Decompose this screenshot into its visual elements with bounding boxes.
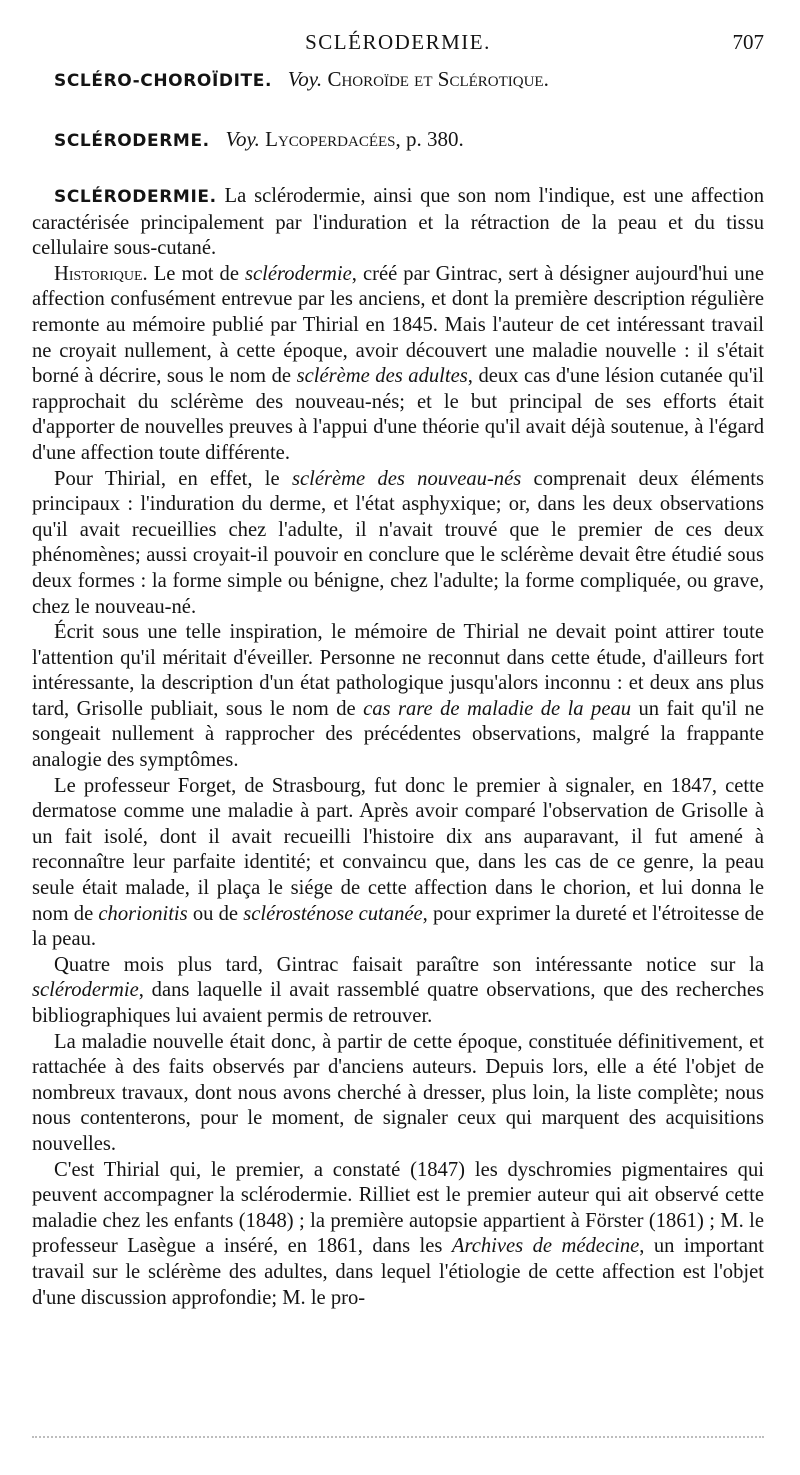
paragraph-forget	[32, 774, 764, 953]
paragraph-text: Le mot de	[147, 262, 246, 285]
paragraph-text: Quatre mois plus tard, Gintrac faisait paraître son intéressante notice sur la	[54, 953, 764, 976]
paragraph-text: Pour Thirial, en effet, le	[54, 467, 292, 490]
italic-term: sclérème des nouveau-nés	[291, 467, 522, 490]
paragraph-text: un fait qu'il ne songeait nullement à rapprocher des précédentes observations, malgré la frappante analogie des symptômes.	[32, 697, 764, 772]
italic-term: chorionitis	[98, 902, 188, 925]
paragraph-text: C'est Thirial qui, le premier, a constaté (1847) les dyschromies pigmentaires qui peuvent accompagner la sclérodermie. Rilliet est le premier auteur qui ait observé cette maladie chez les enfants (1848) ; la première autopsie appartient à Förster (1861) ; M. le professeur Lasègue a inséré, en 1861, dans les	[32, 1158, 764, 1258]
italic-term: sclérème des adultes	[296, 365, 468, 388]
paragraph-text: comprenait deux éléments principaux : l'induration du derme, et l'état asphyxique; or, dans les deux observations qu'il avait recueillies chez l'adulte, il n'avait trouvé que le premier de ces deux phénomènes; aussi croyait-il pouvoir en conclure que le sclérème devait être étudié sous deux formes : la forme simple ou bénigne, chez l'adulte; la forme compliquée, ou grave, chez le nouveau-né.	[32, 467, 764, 618]
italic-term: cas rare de maladie de la peau	[363, 697, 632, 720]
paragraph-text: , dans laquelle il avait rassemblé quatre observations, que des recherches bibliographiques lui avaient permis de retrouver.	[32, 979, 764, 1027]
section-label-historique: Historique.	[54, 262, 148, 285]
paragraph-text: La sclérodermie, ainsi que son nom l'indique, est une affection caractérisée principalement par l'induration et la rétraction de la peau et du tissu cellulaire sous-cutané.	[32, 185, 764, 260]
entry-sclero-choroidite	[54, 64, 764, 96]
paragraph-text: , deux cas d'une lésion cutanée qu'il rapprochait du sclérème des nouveau-nés; et le but principal de ses efforts était d'apporter de nouvelles preuves à l'appui d'une théorie qu'il avait déjà soutenue, à l'égard d'une affection toute différente.	[32, 365, 764, 464]
paragraph-text: ou de	[187, 902, 244, 925]
cross-reference: Choroïde et Sclérotique.	[327, 67, 549, 91]
paragraph-maladie-nouvelle: La maladie nouvelle était donc, à partir de cette époque, constituée définitivement, et rattachée à des faits observés par d'anciens auteurs. Depuis lors, elle a été l'objet de nombreux travaux, dont nous avons cherché à dresser, plus loin, la liste complète; nous nous contenterons, pour le moment, de signaler ceux qui marquent des acquisitions nouvelles.	[32, 1030, 764, 1155]
cross-reference: Lycoperdacées,	[265, 127, 401, 151]
italic-term: sclérodermie	[32, 979, 139, 1002]
italic-term: Archives de médecine	[451, 1235, 640, 1258]
headword-sclerodermie: SCLÉRODERMIE.	[54, 187, 217, 207]
paragraph-historique	[32, 262, 764, 467]
scan-artifact-line	[32, 1436, 764, 1444]
page-number: 707	[732, 30, 764, 54]
paragraph-text: Écrit sous une telle inspiration, le mémoire de Thirial ne devait point attirer toute l'attention qu'il méritait d'éveiller. Personne ne reconnut dans cette étude, d'ailleurs fort intéressante, la description d'un état pathologique jusqu'alors inconnu : et deux ans plus tard, Grisolle publiait, sous le nom de	[32, 621, 764, 720]
running-title: SCLÉRODERMIE.	[305, 30, 491, 54]
headword-sclero-choroidite: SCLÉRO-CHOROÏDITE.	[54, 71, 273, 91]
article-sclerodermie	[32, 184, 764, 1311]
entry-sclerodermes	[54, 124, 764, 156]
paragraph-text: Le professeur Forget, de Strasbourg, fut donc le premier à signaler, en 1847, cette dermatose comme une maladie à part. Après avoir comparé l'observation de Grisolle à un fait isolé, dont il avait recueilli l'histoire dix ans auparavant, il fut amené à reconnaître leur parfaite identité; et convaincu que, dans les cas de ce genre, la peau seule était malade, il plaça le siége de cette affection dans le chorion, et lui donna le nom de	[32, 774, 764, 925]
paragraph-gintrac	[32, 953, 764, 1030]
paragraph-grisolle	[32, 620, 764, 774]
cross-reference-page: p. 380.	[406, 127, 464, 151]
headword-sclerodermes: SCLÉRODERME.	[54, 131, 210, 151]
paragraph-text: , un important travail sur le sclérème des adultes, dans lequel l'étiologie de cette affection est l'objet d'une discussion approfondie; M. le pro-	[32, 1235, 764, 1309]
paragraph-acquisitions	[32, 1158, 764, 1312]
paragraph-definition	[32, 184, 764, 262]
paragraph-text: , créé par Gintrac, sert à désigner aujourd'hui une affection confusément entrevue par les anciens, et dont la première description régulière remonte au mémoire publié par Thirial en 1845. Mais l'auteur de cet intéressant travail ne croyait nullement, à cette époque, avoir découvert une maladie nouvelle : il s'était borné à décrire, sous le nom de	[32, 262, 764, 388]
italic-term: sclérosténose cutanée	[243, 902, 423, 925]
italic-term: sclérodermie	[245, 262, 352, 285]
paragraph-thirial	[32, 467, 764, 621]
voy-label: Voy.	[287, 67, 323, 91]
voy-label: Voy.	[225, 127, 260, 151]
paragraph-text: , pour exprimer la dureté et l'étroitesse de la peau.	[32, 902, 764, 951]
running-head	[32, 0, 764, 60]
